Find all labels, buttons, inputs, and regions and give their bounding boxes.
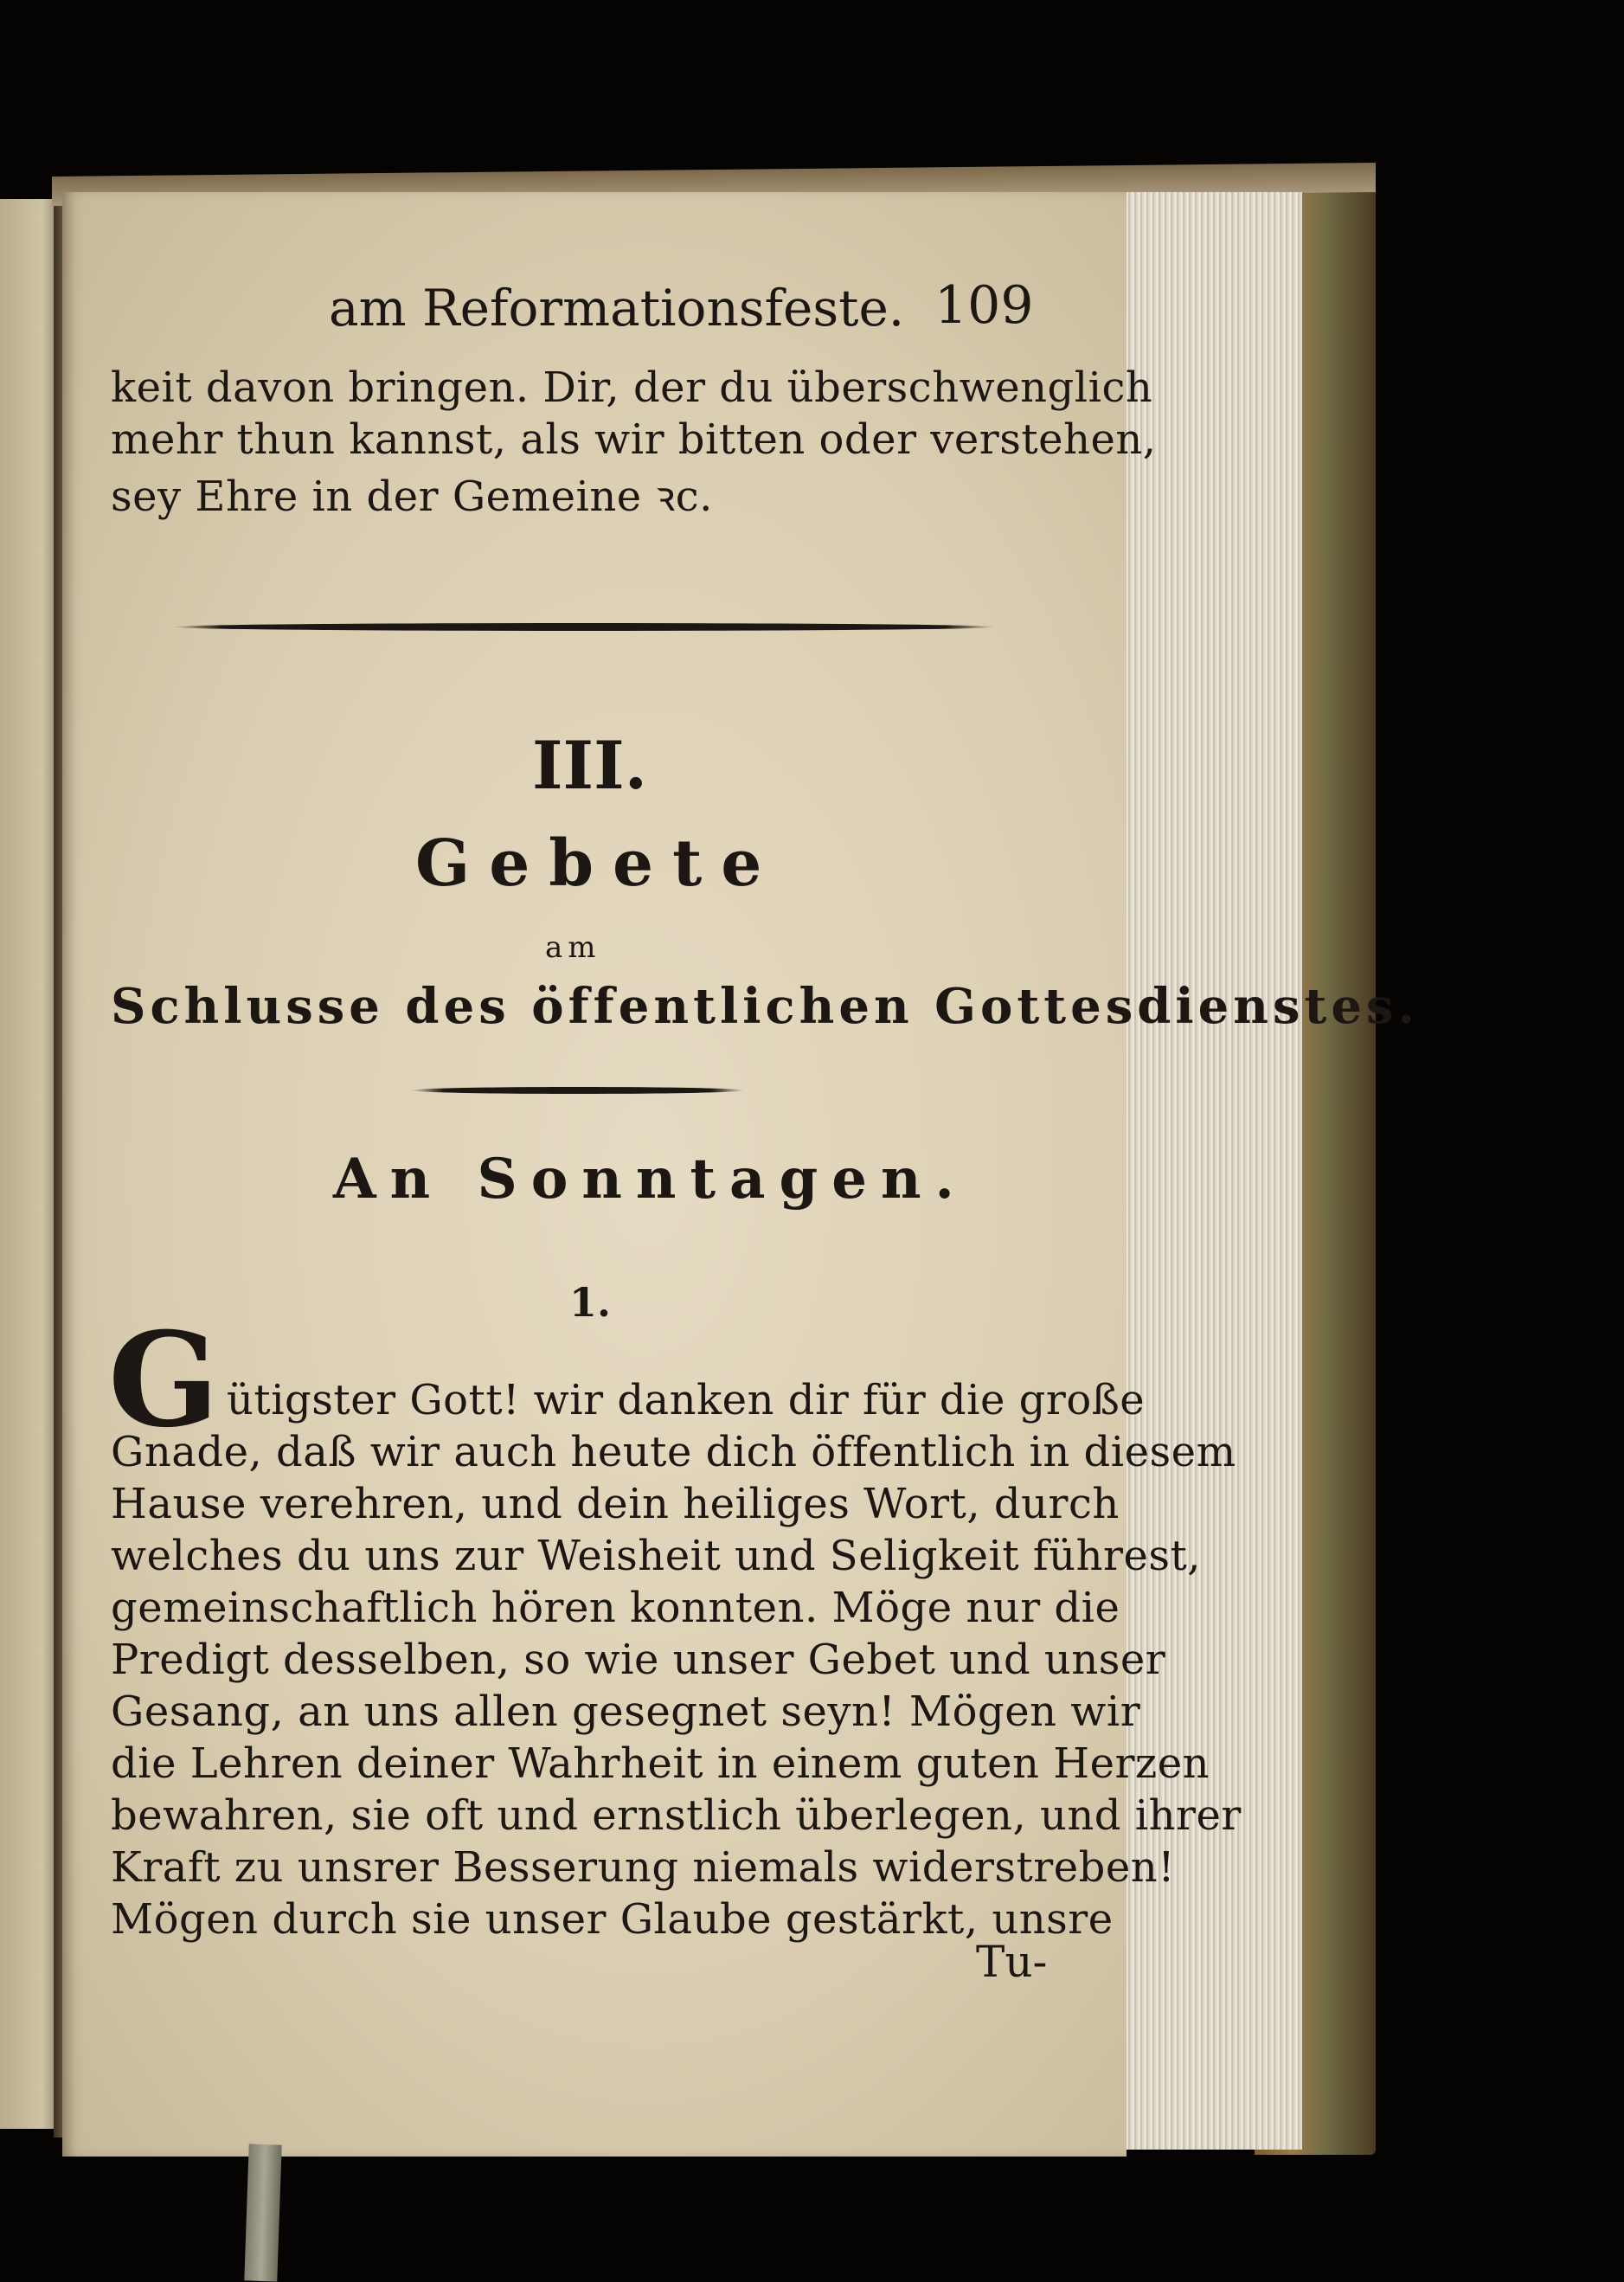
text-line: Kraft zu unsrer Besserung niemals widerstreben! xyxy=(111,1843,1175,1892)
text-line: Gesang, an uns allen gesegnet seyn! Mögen wir xyxy=(111,1687,1141,1736)
section-divider-rule xyxy=(173,623,995,631)
text-line: Gnade, daß wir auch heute dich öffentlich in diesem xyxy=(111,1428,1236,1476)
text-line: die Lehren deiner Wahrheit in einem guten Herzen xyxy=(111,1739,1210,1788)
text-line: keit davon bringen. Dir, der du überschwenglich xyxy=(111,363,1153,412)
section-preposition: am xyxy=(545,930,601,965)
catchword: Tu- xyxy=(976,1937,1048,1987)
text-line: welches du uns zur Weisheit und Seligkeit führest, xyxy=(111,1532,1202,1580)
section-subtitle: Schlusse des öffentlichen Gottesdienstes. xyxy=(111,978,1420,1035)
subsection-heading: An Sonntagen. xyxy=(333,1147,968,1212)
text-line: mehr thun kannst, als wir bitten oder verstehen, xyxy=(111,415,1157,464)
text-line: Hause verehren, und dein heiliges Wort, durch xyxy=(111,1480,1120,1528)
text-line: sey Ehre in der Gemeine ꝛc. xyxy=(111,472,713,521)
text-line: Mögen durch sie unser Glaube gestärkt, unsre xyxy=(111,1895,1114,1944)
bookmark-ribbon xyxy=(244,2144,281,2281)
text-line: bewahren, sie oft und ernstlich überlegen, und ihrer xyxy=(111,1791,1242,1840)
section-title: Gebete xyxy=(415,826,781,901)
running-title: am Reformationsfeste. xyxy=(329,279,905,337)
drop-cap: G xyxy=(108,1304,220,1456)
left-facing-page-edge xyxy=(0,199,61,2129)
prayer-number: 1. xyxy=(569,1279,612,1326)
subsection-divider-rule xyxy=(411,1087,744,1094)
text-line: Predigt desselben, so wie unser Gebet und unser xyxy=(111,1636,1166,1684)
section-number: III. xyxy=(532,727,648,804)
text-line: ütigster Gott! wir danken dir für die große xyxy=(227,1376,1146,1424)
page-number: 109 xyxy=(934,275,1034,336)
text-line: gemeinschaftlich hören konnten. Möge nur die xyxy=(111,1584,1120,1632)
